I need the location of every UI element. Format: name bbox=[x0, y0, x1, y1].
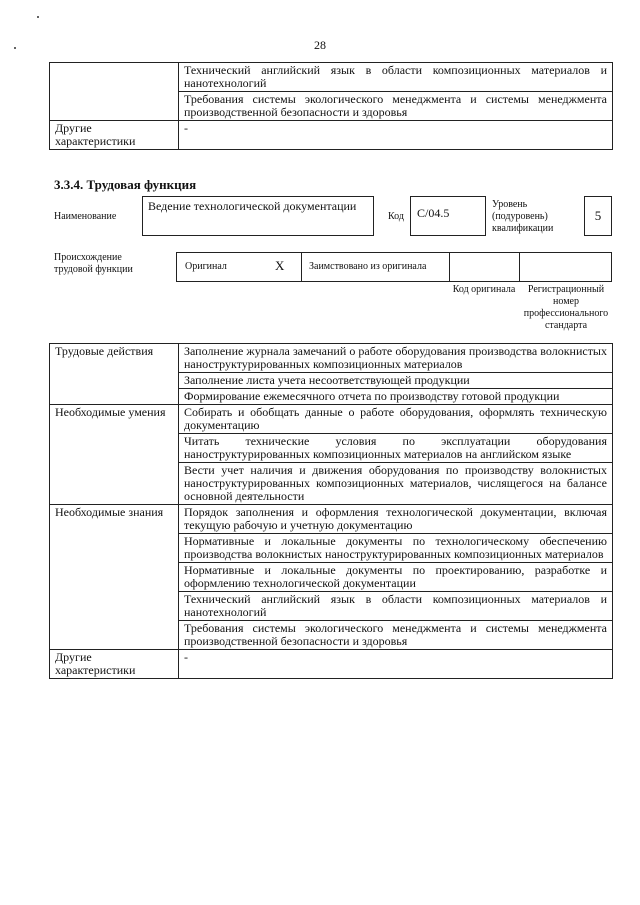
table-row bbox=[50, 63, 613, 92]
row-item: Нормативные и локальные документы по технологическому обеспечению производства волокнистых наноструктурированных композиционных материалов bbox=[179, 534, 613, 563]
row-label: Другие характеристики bbox=[50, 650, 179, 679]
main-table bbox=[49, 343, 613, 679]
row-item: Собирать и обобщать данные о работе оборудования, оформлять техническую документацию bbox=[179, 405, 613, 434]
row-item: Нормативные и локальные документы по проектированию, разработке и оформлению технологической документации bbox=[179, 563, 613, 592]
row-item: Читать технические условия по эксплуатации оборудования наноструктурированных композиционных материалов на английском языке bbox=[179, 434, 613, 463]
table-row bbox=[50, 121, 613, 150]
borrowed-label: Заимствовано из оригинала bbox=[309, 261, 427, 272]
row-label: Необходимые знания bbox=[50, 505, 179, 650]
function-name: Ведение технологической документации bbox=[142, 196, 374, 236]
row-label: Другие характеристики bbox=[50, 121, 179, 150]
row-label: Необходимые умения bbox=[50, 405, 179, 505]
section-heading: 3.3.4. Трудовая функция bbox=[54, 177, 197, 192]
table-row bbox=[50, 505, 613, 534]
scan-speck bbox=[37, 16, 39, 18]
top-table bbox=[49, 62, 613, 150]
row-item: Технический английский язык в области композиционных материалов и нанотехнологий bbox=[179, 592, 613, 621]
table-row bbox=[50, 344, 613, 373]
level-label: Уровень (подуровень) квалификации bbox=[492, 199, 554, 234]
qualification-level: 5 bbox=[584, 196, 612, 236]
origin-label: Происхождение трудовой функции bbox=[54, 252, 133, 275]
divider bbox=[449, 253, 450, 281]
row-item: Технический английский язык в области композиционных материалов и нанотехнологий bbox=[179, 63, 613, 92]
row-label bbox=[50, 63, 179, 121]
name-label: Наименование bbox=[54, 211, 117, 222]
row-item: Требования системы экологического менеджмента и системы менеджмента производственной безопасности и здоровья bbox=[179, 92, 613, 121]
reg-number-caption: Регистрационный номер профессионального стандарта bbox=[523, 284, 609, 331]
original-label: Оригинал bbox=[185, 261, 227, 272]
row-item: - bbox=[179, 121, 613, 150]
row-item: Заполнение листа учета несоответствующей продукции bbox=[179, 373, 613, 389]
code-original-caption: Код оригинала bbox=[452, 284, 516, 295]
original-mark: X bbox=[275, 258, 285, 273]
origin-table bbox=[176, 252, 612, 282]
row-item: Вести учет наличия и движения оборудования по производству волокнистых наноструктурированных композиционных материалов, числящегося на балансе основной деятельности bbox=[179, 463, 613, 505]
row-item: Порядок заполнения и оформления технологической документации, включая текущую рабочую и учетную документацию bbox=[179, 505, 613, 534]
divider bbox=[301, 253, 302, 281]
table-row bbox=[50, 405, 613, 434]
function-code: C/04.5 bbox=[410, 196, 486, 236]
row-item: - bbox=[179, 650, 613, 679]
divider bbox=[519, 253, 520, 281]
row-item: Заполнение журнала замечаний о работе оборудования производства волокнистых наноструктурированных композиционных материалов bbox=[179, 344, 613, 373]
row-item: Требования системы экологического менеджмента и системы менеджмента производственной безопасности и здоровья bbox=[179, 621, 613, 650]
table-row bbox=[50, 650, 613, 679]
row-item: Формирование ежемесячного отчета по производству готовой продукции bbox=[179, 389, 613, 405]
row-label: Трудовые действия bbox=[50, 344, 179, 405]
code-label: Код bbox=[388, 211, 404, 222]
page-number: 28 bbox=[314, 38, 326, 52]
